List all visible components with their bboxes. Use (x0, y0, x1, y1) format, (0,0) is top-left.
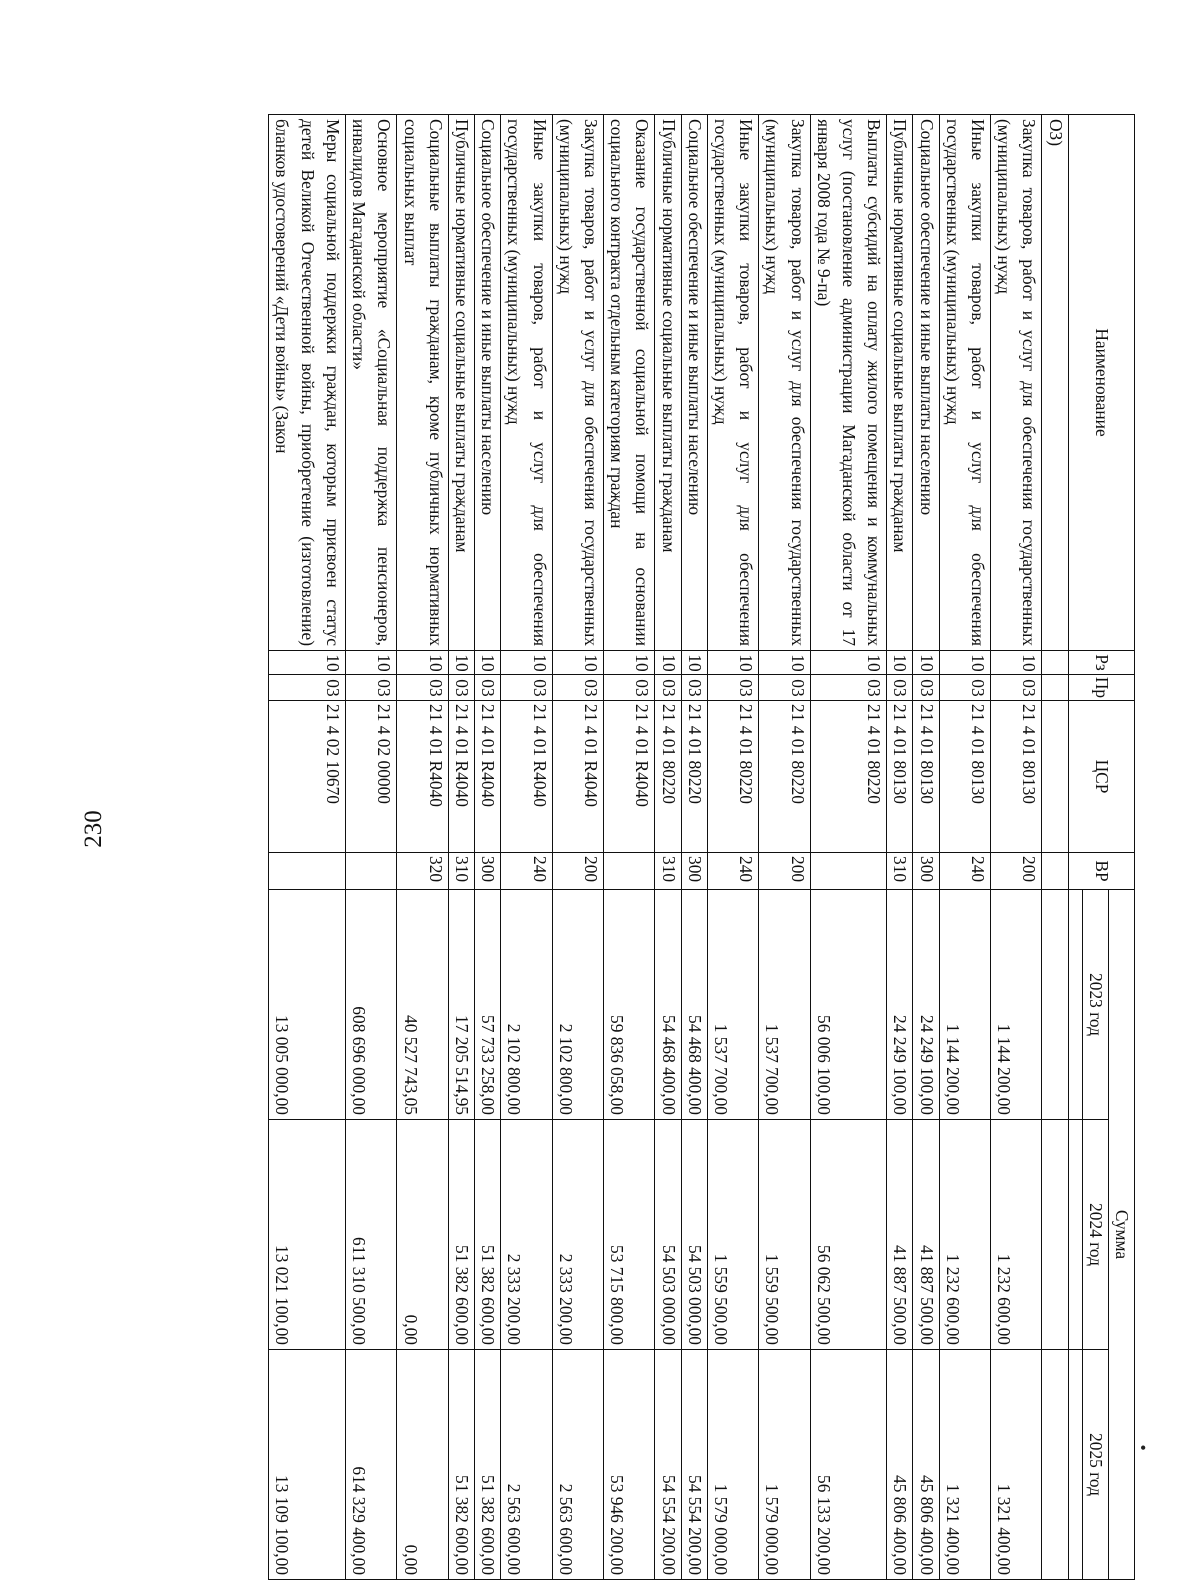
cell-vr: 310 (448, 853, 474, 890)
header-sum: Сумма (1108, 890, 1134, 1580)
cell-2025: 45 806 400,00 (913, 1350, 939, 1580)
cell-csr: 21 4 01 80220 (655, 701, 681, 853)
cell-pr: 03 (345, 675, 396, 701)
cell-csr (1042, 701, 1068, 853)
cell-2024: 2 333 200,00 (501, 1120, 552, 1350)
header-2025: 2025 год (1082, 1350, 1108, 1580)
page-number: 230 (80, 810, 107, 848)
cell-name: Социальное обеспечение и иные выплаты населению (474, 115, 500, 651)
cell-2024: 13 021 100,00 (269, 1120, 346, 1350)
cell-rz: 10 (939, 651, 990, 675)
cell-2025: 2 563 600,00 (552, 1350, 603, 1580)
cell-2023: 1 537 700,00 (759, 890, 810, 1120)
cell-name: Публичные нормативные социальные выплаты гражданам (887, 115, 913, 651)
cell-2025: 45 806 400,00 (887, 1350, 913, 1580)
table-row (397, 115, 448, 1580)
cell-vr: 320 (397, 853, 448, 890)
cell-pr: 03 (759, 675, 810, 701)
cell-pr: 03 (269, 675, 346, 701)
cell-name: Оказание государственной социальной помощи на основании социального контракта отдельным категориям граждан (603, 115, 654, 651)
cell-pr (1042, 675, 1068, 701)
cell-name: Иные закупки товаров, работ и услуг для обеспечения государственных (муниципальных) нужд (939, 115, 990, 651)
cell-csr: 21 4 01 R4040 (501, 701, 552, 853)
cell-2023: 13 005 000,00 (269, 890, 346, 1120)
rotated-page-content (160, 114, 1135, 1579)
cell-2024: 41 887 500,00 (913, 1120, 939, 1350)
cell-2023: 2 102 800,00 (501, 890, 552, 1120)
cell-vr: 200 (759, 853, 810, 890)
cell-name: Социальные выплаты гражданам, кроме публичных нормативных социальных выплат (397, 115, 448, 651)
cell-2024: 51 382 600,00 (448, 1120, 474, 1350)
table-row (810, 115, 887, 1580)
cell-2023: 24 249 100,00 (887, 890, 913, 1120)
table-row (759, 115, 810, 1580)
cell-2024: 54 503 000,00 (655, 1120, 681, 1350)
header-2024: 2024 год (1082, 1120, 1108, 1350)
cell-pr: 03 (990, 675, 1041, 701)
cell-rz: 10 (345, 651, 396, 675)
table-row (501, 115, 552, 1580)
cell-2024: 53 715 800,00 (603, 1120, 654, 1350)
cell-csr: 21 4 01 80220 (810, 701, 887, 853)
budget-table (268, 114, 1135, 1580)
table-row (552, 115, 603, 1580)
cell-name: Социальное обеспечение и иные выплаты населению (681, 115, 707, 651)
cell-vr (603, 853, 654, 890)
cell-csr: 21 4 01 80220 (707, 701, 758, 853)
cell-rz: 10 (501, 651, 552, 675)
cell-rz: 10 (655, 651, 681, 675)
cell-rz: 10 (707, 651, 758, 675)
cell-rz: 10 (887, 651, 913, 675)
cell-2023 (1042, 890, 1068, 1120)
cell-csr: 21 4 01 R4040 (397, 701, 448, 853)
cell-rz: 10 (990, 651, 1041, 675)
cell-vr: 300 (474, 853, 500, 890)
cell-2023: 54 468 400,00 (681, 890, 707, 1120)
scan-mark: • (1140, 1438, 1147, 1458)
cell-csr: 21 4 01 80220 (681, 701, 707, 853)
cell-rz: 10 (448, 651, 474, 675)
cell-2024: 0,00 (397, 1120, 448, 1350)
cell-2025: 13 109 100,00 (269, 1350, 346, 1580)
cell-rz: 10 (269, 651, 346, 675)
table-row (887, 115, 913, 1580)
cell-2025: 53 946 200,00 (603, 1350, 654, 1580)
cell-vr: 240 (939, 853, 990, 890)
cell-2023: 17 205 514,95 (448, 890, 474, 1120)
header-spacer-2024 (1068, 1120, 1082, 1350)
table-row (939, 115, 990, 1580)
cell-pr: 03 (655, 675, 681, 701)
table-row (707, 115, 758, 1580)
cell-pr: 03 (397, 675, 448, 701)
cell-2025: 54 554 200,00 (655, 1350, 681, 1580)
table-body (269, 115, 1068, 1580)
cell-2025: 2 563 600,00 (501, 1350, 552, 1580)
cell-2023: 1 144 200,00 (990, 890, 1041, 1120)
cell-name: Основное мероприятие «Социальная поддержка пенсионеров, инвалидов Магаданской области» (345, 115, 396, 651)
cell-pr: 03 (887, 675, 913, 701)
cell-2024: 1 232 600,00 (939, 1120, 990, 1350)
cell-rz (1042, 651, 1068, 675)
cell-rz: 10 (759, 651, 810, 675)
cell-2023: 57 733 258,00 (474, 890, 500, 1120)
cell-pr: 03 (448, 675, 474, 701)
cell-2024: 51 382 600,00 (474, 1120, 500, 1350)
cell-2025: 1 321 400,00 (990, 1350, 1041, 1580)
header-vr: ВР (1068, 853, 1134, 890)
cell-rz: 10 (397, 651, 448, 675)
cell-2024: 2 333 200,00 (552, 1120, 603, 1350)
cell-vr: 200 (990, 853, 1041, 890)
cell-2023: 608 696 000,00 (345, 890, 396, 1120)
cell-2023: 54 468 400,00 (655, 890, 681, 1120)
cell-vr: 240 (707, 853, 758, 890)
cell-rz: 10 (552, 651, 603, 675)
cell-rz: 10 (681, 651, 707, 675)
cell-name: Меры социальной поддержки граждан, которым присвоен статус детей Великой Отечественной войны, приобретение (изготовление) бланков удостоверений «Дети войны» (Закон (269, 115, 346, 651)
cell-2024: 56 062 500,00 (810, 1120, 887, 1350)
table-row (913, 115, 939, 1580)
cell-rz: 10 (474, 651, 500, 675)
header-pr: Пр (1068, 675, 1134, 701)
cell-2023: 56 006 100,00 (810, 890, 887, 1120)
cell-csr: 21 4 01 R4040 (474, 701, 500, 853)
cell-csr: 21 4 01 R4040 (603, 701, 654, 853)
cell-vr: 310 (655, 853, 681, 890)
cell-2025: 1 321 400,00 (939, 1350, 990, 1580)
cell-2023: 2 102 800,00 (552, 890, 603, 1120)
table-row (681, 115, 707, 1580)
cell-vr: 300 (913, 853, 939, 890)
cell-csr: 21 4 01 80130 (913, 701, 939, 853)
table-row (345, 115, 396, 1580)
table-row (474, 115, 500, 1580)
cell-2024: 41 887 500,00 (887, 1120, 913, 1350)
cell-name: Иные закупки товаров, работ и услуг для обеспечения государственных (муниципальных) нужд (707, 115, 758, 651)
header-rz: Рз (1068, 651, 1134, 675)
cell-2025: 1 579 000,00 (759, 1350, 810, 1580)
cell-2025: 51 382 600,00 (448, 1350, 474, 1580)
header-2023: 2023 год (1082, 890, 1108, 1120)
cell-2025: 0,00 (397, 1350, 448, 1580)
cell-rz: 10 (810, 651, 887, 675)
cell-2024 (1042, 1120, 1068, 1350)
cell-csr: 21 4 02 10670 (269, 701, 346, 853)
cell-name: Закупка товаров, работ и услуг для обеспечения государственных (муниципальных) нужд (990, 115, 1041, 651)
table-row (655, 115, 681, 1580)
cell-pr: 03 (810, 675, 887, 701)
cell-2025: 614 329 400,00 (345, 1350, 396, 1580)
cell-2024: 1 232 600,00 (990, 1120, 1041, 1350)
cell-csr: 21 4 01 80130 (939, 701, 990, 853)
cell-csr: 21 4 02 00000 (345, 701, 396, 853)
cell-2023: 59 836 058,00 (603, 890, 654, 1120)
header-spacer-2025 (1068, 1350, 1082, 1580)
cell-2025: 54 554 200,00 (681, 1350, 707, 1580)
cell-name: Социальное обеспечение и иные выплаты населению (913, 115, 939, 651)
header-row-1 (1108, 115, 1134, 1580)
cell-2023: 1 144 200,00 (939, 890, 990, 1120)
cell-name: Закупка товаров, работ и услуг для обеспечения государственных (муниципальных) нужд (552, 115, 603, 651)
cell-2023: 24 249 100,00 (913, 890, 939, 1120)
cell-vr (345, 853, 396, 890)
cell-pr: 03 (913, 675, 939, 701)
cell-name: ОЗ) (1042, 115, 1068, 651)
cell-2025: 51 382 600,00 (474, 1350, 500, 1580)
cell-vr: 310 (887, 853, 913, 890)
table-row (990, 115, 1041, 1580)
cell-pr: 03 (681, 675, 707, 701)
cell-vr (810, 853, 887, 890)
cell-name: Публичные нормативные социальные выплаты гражданам (448, 115, 474, 651)
cell-name: Иные закупки товаров, работ и услуг для обеспечения государственных (муниципальных) нужд (501, 115, 552, 651)
cell-2023: 40 527 743,05 (397, 890, 448, 1120)
cell-2024: 54 503 000,00 (681, 1120, 707, 1350)
table-row (1042, 115, 1068, 1580)
cell-pr: 03 (552, 675, 603, 701)
cell-2025 (1042, 1350, 1068, 1580)
cell-name: Закупка товаров, работ и услуг для обеспечения государственных (муниципальных) нужд (759, 115, 810, 651)
cell-2025: 56 133 200,00 (810, 1350, 887, 1580)
header-name: Наименование (1068, 115, 1134, 651)
cell-pr: 03 (501, 675, 552, 701)
table-row (448, 115, 474, 1580)
cell-vr (269, 853, 346, 890)
cell-pr: 03 (939, 675, 990, 701)
cell-2024: 1 559 500,00 (759, 1120, 810, 1350)
cell-pr: 03 (707, 675, 758, 701)
cell-pr: 03 (603, 675, 654, 701)
cell-2023: 1 537 700,00 (707, 890, 758, 1120)
cell-vr: 200 (552, 853, 603, 890)
cell-2025: 1 579 000,00 (707, 1350, 758, 1580)
header-spacer-2023 (1068, 890, 1082, 1120)
cell-2024: 1 559 500,00 (707, 1120, 758, 1350)
cell-name: Выплаты субсидий на оплату жилого помещения и коммунальных услуг (постановление администрации Магаданской области от 17 января 2008 года № 9-па) (810, 115, 887, 651)
table-row (603, 115, 654, 1580)
cell-csr: 21 4 01 R4040 (448, 701, 474, 853)
cell-2024: 611 310 500,00 (345, 1120, 396, 1350)
cell-pr: 03 (474, 675, 500, 701)
cell-vr: 300 (681, 853, 707, 890)
cell-csr: 21 4 01 80220 (759, 701, 810, 853)
cell-csr: 21 4 01 R4040 (552, 701, 603, 853)
cell-vr: 240 (501, 853, 552, 890)
table-row (269, 115, 346, 1580)
cell-csr: 21 4 01 80130 (990, 701, 1041, 853)
cell-vr (1042, 853, 1068, 890)
cell-csr: 21 4 01 80130 (887, 701, 913, 853)
header-csr: ЦСР (1068, 701, 1134, 853)
cell-rz: 10 (603, 651, 654, 675)
cell-rz: 10 (913, 651, 939, 675)
cell-name: Публичные нормативные социальные выплаты гражданам (655, 115, 681, 651)
